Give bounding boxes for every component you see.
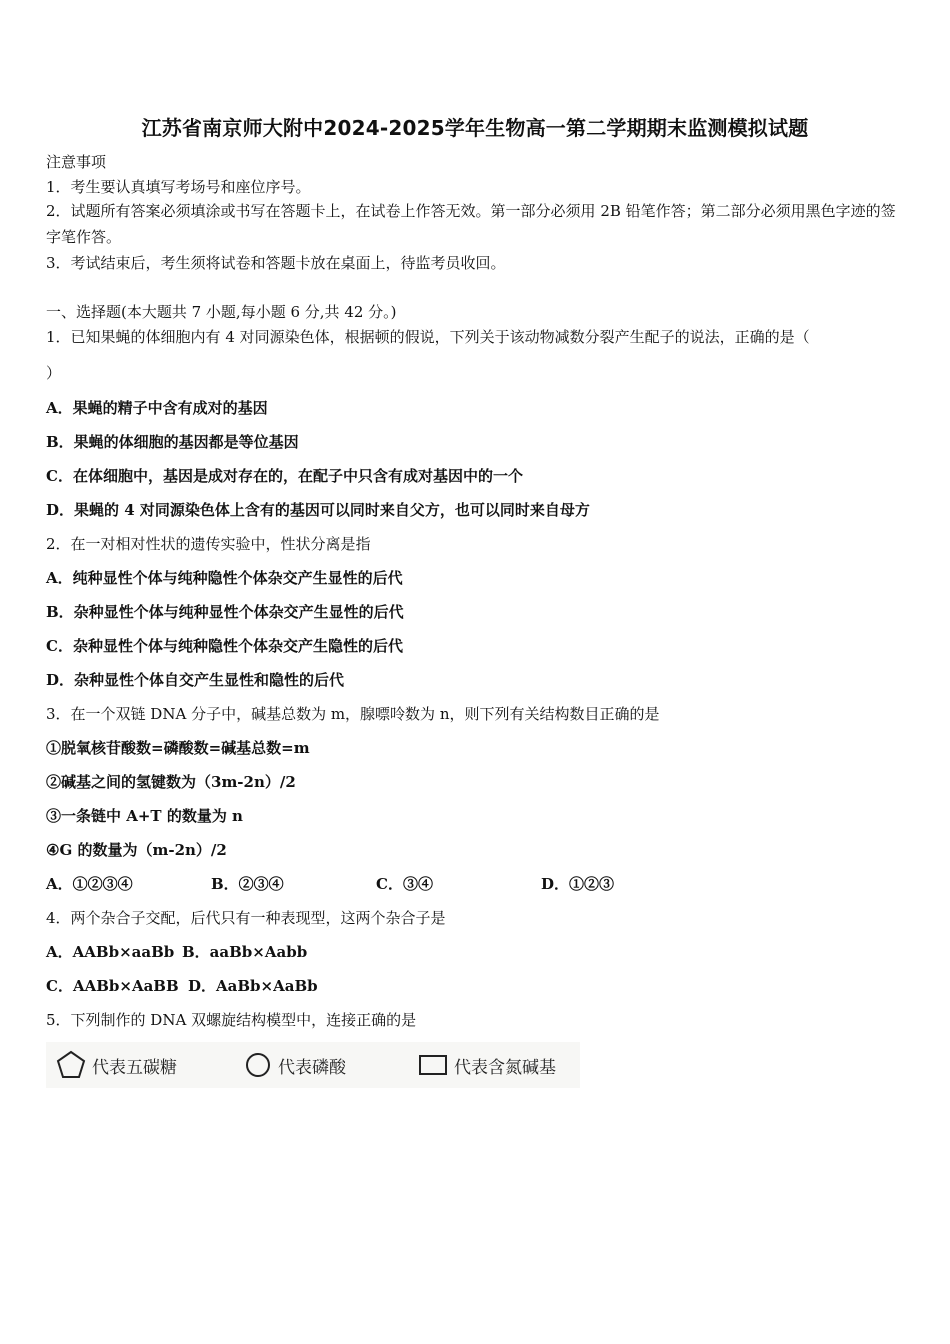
- circle-icon: [244, 1051, 272, 1079]
- question-4-option-c: C．AABb×AaBB: [46, 977, 179, 995]
- question-1-option-b: B．果蝇的体细胞的基因都是等位基因: [46, 433, 299, 451]
- legend-label-pentose: 代表五碳糖: [92, 1057, 177, 1078]
- page-title: 江苏省南京师大附中2024-2025学年生物高一第二学期期末监测模拟试题: [141, 116, 809, 140]
- notice-item-2: 2．试题所有答案必须填涂或书写在答题卡上，在试卷上作答无效。第一部分必须用 2B 铅笔作答；第二部分必须用黑色字迹的签字笔作答。: [46, 202, 896, 246]
- notice-item-3: 3．考试结束后，考生须将试卷和答题卡放在桌面上，待监考员收回。: [46, 254, 506, 272]
- notice-heading: 注意事项: [46, 153, 107, 171]
- question-3-option-d: D．①②③: [541, 875, 615, 893]
- question-3-stem: 3．在一个双链 DNA 分子中，碱基总数为 m，腺嘌呤数为 n，则下列有关结构数目正确的是: [46, 705, 660, 723]
- legend-label-phosphate: 代表磷酸: [278, 1057, 346, 1078]
- question-4-option-a: A．AABb×aaBb: [46, 943, 175, 961]
- notice-item-1: 1．考生要认真填写考场号和座位序号。: [46, 178, 311, 196]
- question-4-option-d: D．AaBb×AaBb: [188, 977, 318, 995]
- question-3-option-c: C．③④: [376, 875, 433, 893]
- legend-label-base: 代表含氮碱基: [454, 1057, 556, 1078]
- question-4-stem: 4．两个杂合子交配，后代只有一种表现型，这两个杂合子是: [46, 909, 446, 927]
- question-1-stem: 1．已知果蝇的体细胞内有 4 对同源染色体，根据顿的假说，下列关于该动物减数分裂产生配子的说法，正确的是（: [46, 328, 810, 346]
- question-3-option-a: A．①②③④: [46, 875, 133, 893]
- question-2-stem: 2．在一对相对性状的遗传实验中，性状分离是指: [46, 535, 371, 553]
- section-heading: 一、选择题(本大题共 7 小题,每小题 6 分,共 42 分。): [46, 303, 397, 321]
- question-5-stem: 5．下列制作的 DNA 双螺旋结构模型中，连接正确的是: [46, 1011, 417, 1029]
- legend-item-pentose: [56, 1050, 177, 1080]
- question-1-option-c: C．在体细胞中，基因是成对存在的，在配子中只含有成对基因中的一个: [46, 467, 523, 485]
- pentagon-icon: [56, 1050, 86, 1080]
- question-2-option-c: C．杂种显性个体与纯种隐性个体杂交产生隐性的后代: [46, 637, 403, 655]
- question-2-option-b: B．杂种显性个体与纯种显性个体杂交产生显性的后代: [46, 603, 404, 621]
- rectangle-icon: [418, 1053, 448, 1077]
- question-3-statement-2: ②碱基之间的氢键数为（3m-2n）/2: [46, 773, 296, 791]
- question-1-stem-cont: ）: [46, 364, 62, 382]
- legend-item-phosphate: [244, 1050, 346, 1080]
- question-3-statement-3: ③一条链中 A+T 的数量为 n: [46, 807, 243, 825]
- question-1-option-a: A．果蝇的精子中含有成对的基因: [46, 399, 268, 417]
- question-3-statement-4: ④G 的数量为（m-2n）/2: [46, 841, 227, 859]
- legend-item-base: [418, 1050, 556, 1080]
- dna-model-legend: [46, 1042, 580, 1088]
- question-2-option-d: D．杂种显性个体自交产生显性和隐性的后代: [46, 671, 345, 689]
- question-3-statement-1: ①脱氧核苷酸数=磷酸数=碱基总数=m: [46, 739, 310, 757]
- question-1-option-d: D．果蝇的 4 对同源染色体上含有的基因可以同时来自父方，也可以同时来自母方: [46, 501, 590, 519]
- question-3-option-b: B．②③④: [211, 875, 284, 893]
- question-2-option-a: A．纯种显性个体与纯种隐性个体杂交产生显性的后代: [46, 569, 403, 587]
- question-4-option-b: B．aaBb×Aabb: [182, 943, 308, 961]
